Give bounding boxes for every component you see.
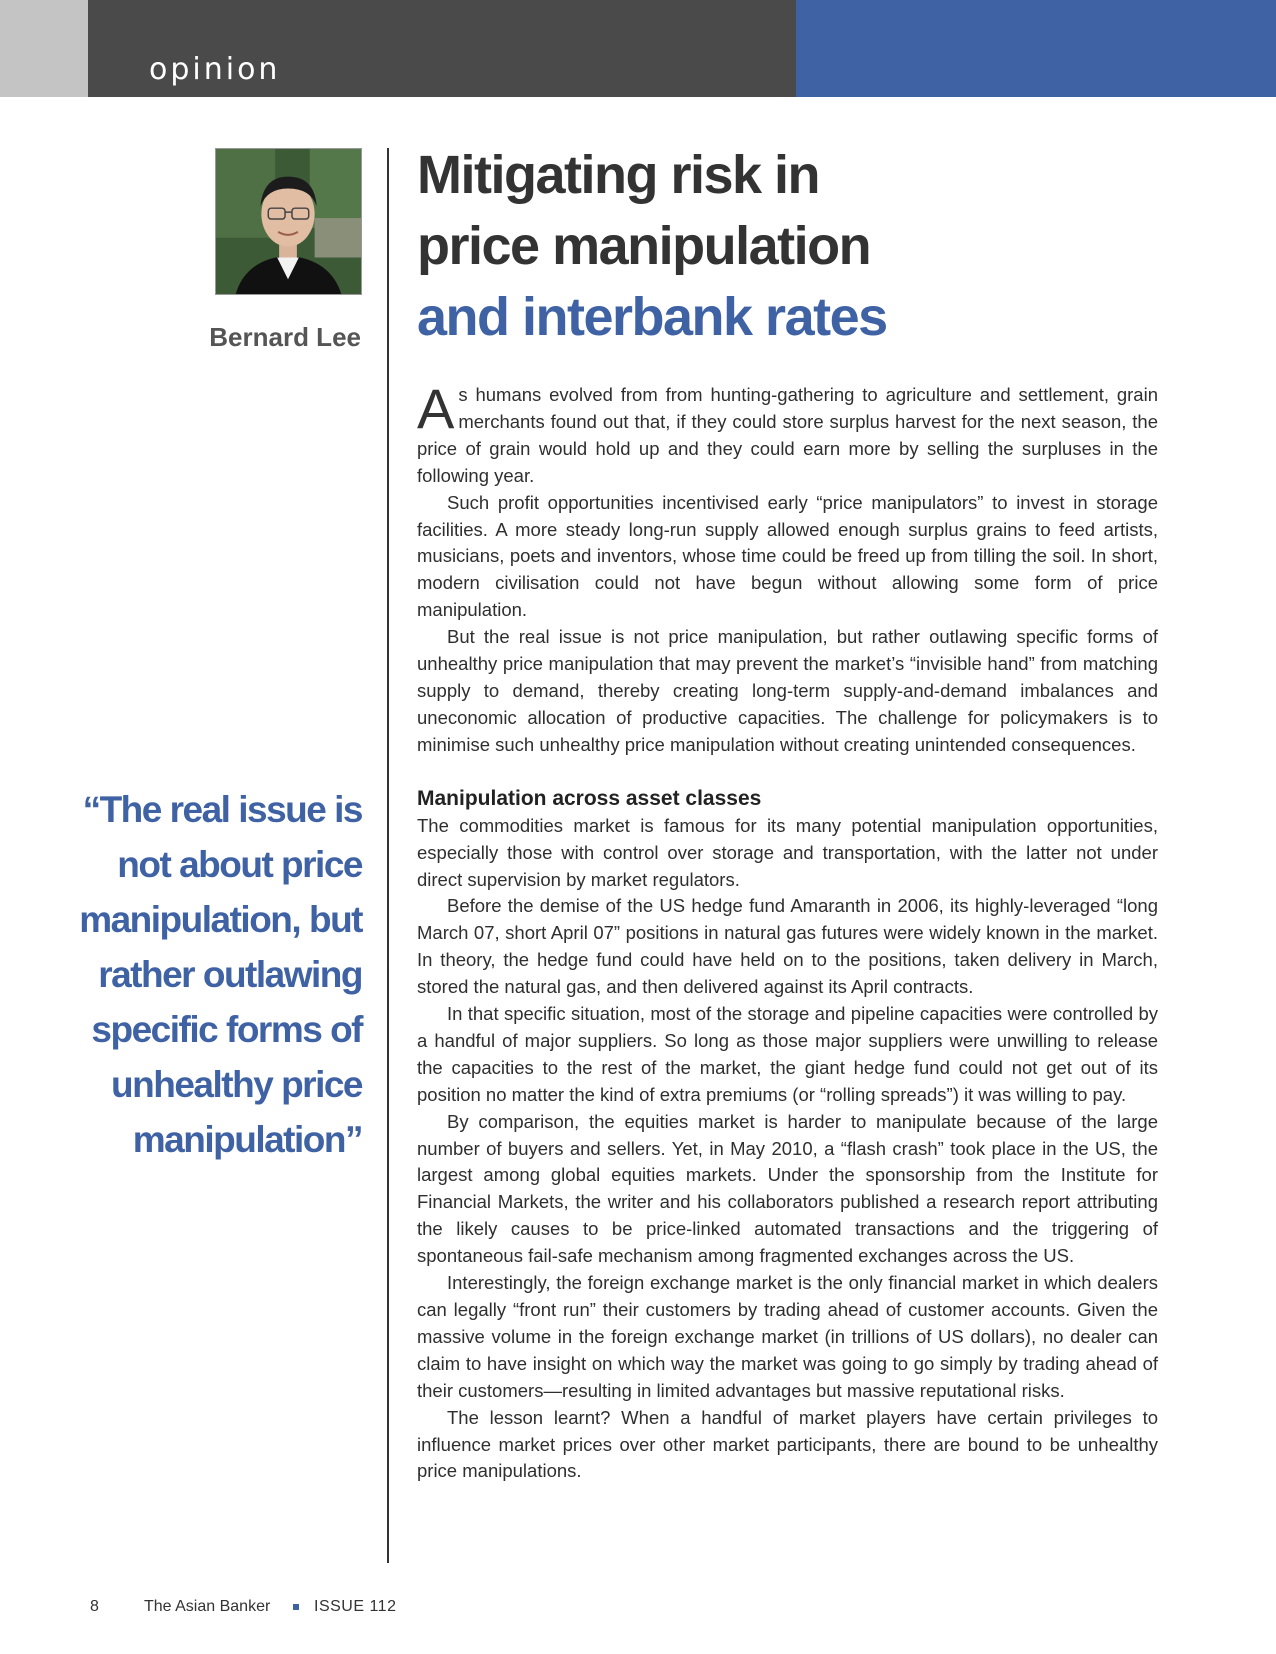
- footer-separator-icon: [293, 1604, 299, 1610]
- paragraph-4: The commodities market is famous for its many potential manipulation opportunities, especially those with control over storage and transportation, with the latter not under direct supervision by market regulators.: [417, 814, 1158, 890]
- pull-quote: “The real issue is not about price manipulation, but rather outlawing specific forms of unhealthy price manipulation”: [79, 789, 362, 1160]
- paragraph-1-text: s humans evolved from from hunting-gathering to agriculture and settlement, grain merchants found out that, if they could store surplus harvest for the next season, the price of grain would hold up and they could earn more by selling the surpluses in the following year.: [417, 384, 1158, 486]
- paragraph-5: Before the demise of the US hedge fund Amaranth in 2006, its highly-leveraged “long March 07, short April 07” positions in natural gas futures were widely known in the market. In theory, the hedge fund could have held on to the positions, taken delivery in March, stored the natural gas, and then delivered against its April contracts.: [417, 895, 1158, 998]
- headline: [417, 140, 1217, 353]
- publication-name: The Asian Banker: [144, 1598, 271, 1615]
- headline-line-3: and interbank rates: [417, 287, 887, 347]
- paragraph-9: The lesson learnt? When a handful of market players have certain privileges to influence market prices over other market participants, there are bound to be unhealthy price manipulations.: [417, 1406, 1158, 1482]
- paragraph-8: Interestingly, the foreign exchange market is the only financial market in which dealers can legally “front run” their customers by trading ahead of customer accounts. Given the massive volume in the foreign exchange market (in trillions of US dollars), no dealer can claim to have insight on which way the market was going to go simply by trading ahead of their customers—resulting in limited advantages but massive reputational risks.: [417, 1272, 1158, 1401]
- section-subheading: Manipulation across asset classes: [417, 786, 762, 810]
- page-number: 8: [90, 1598, 99, 1615]
- author-photo: [215, 148, 362, 295]
- paragraph-1: [417, 377, 1158, 490]
- headline-line-2: price manipulation: [417, 216, 871, 276]
- author-name: Bernard Lee: [209, 322, 361, 352]
- paragraph-2: Such profit opportunities incentivised early “price manipulators” to invest in storage facilities. A more steady long-run supply allowed enough surplus grains to feed artists, musicians, poets and inventors, whose time could be freed up from tilling the soil. In short, modern civilisation could not have begun without allowing some form of price manipulation.: [417, 491, 1158, 621]
- section-label: opinion: [149, 52, 281, 87]
- paragraph-3: But the real issue is not price manipulation, but rather outlawing specific forms of unhealthy price manipulation that may prevent the market’s “invisible hand” from matching supply to demand, thereby creating long-term supply-and-demand imbalances and uneconomic allocation of productive capacities. The challenge for policymakers is to minimise such unhealthy price manipulation without creating unintended consequences.: [417, 626, 1158, 755]
- paragraph-6: In that specific situation, most of the storage and pipeline capacities were controlled by a handful of major suppliers. So long as those major suppliers were unwilling to release the capacities to the rest of the market, the giant hedge fund could not get out of its position no matter the kind of extra premiums (or “rolling spreads”) it was willing to pay.: [417, 1003, 1158, 1105]
- paragraph-7: By comparison, the equities market is harder to manipulate because of the large number of buyers and sellers. Yet, in May 2010, a “flash crash” took place in the US, the largest among global equities markets. Under the sponsorship from the Institute for Financial Markets, the writer and his collaborators published a research report attributing the likely causes to be price-linked automated transactions and the triggering of spontaneous fail-safe mechanism among fragmented exchanges across the US.: [417, 1110, 1158, 1267]
- header-grey-block: [0, 0, 88, 97]
- issue-number: ISSUE 112: [314, 1598, 397, 1615]
- headline-line-1: Mitigating risk in: [417, 145, 820, 205]
- drop-cap: A: [417, 377, 455, 440]
- header-blue-block: [796, 0, 1276, 97]
- header-bar: [0, 0, 1276, 97]
- article-body: [417, 377, 1158, 1485]
- column-divider: [387, 148, 389, 1563]
